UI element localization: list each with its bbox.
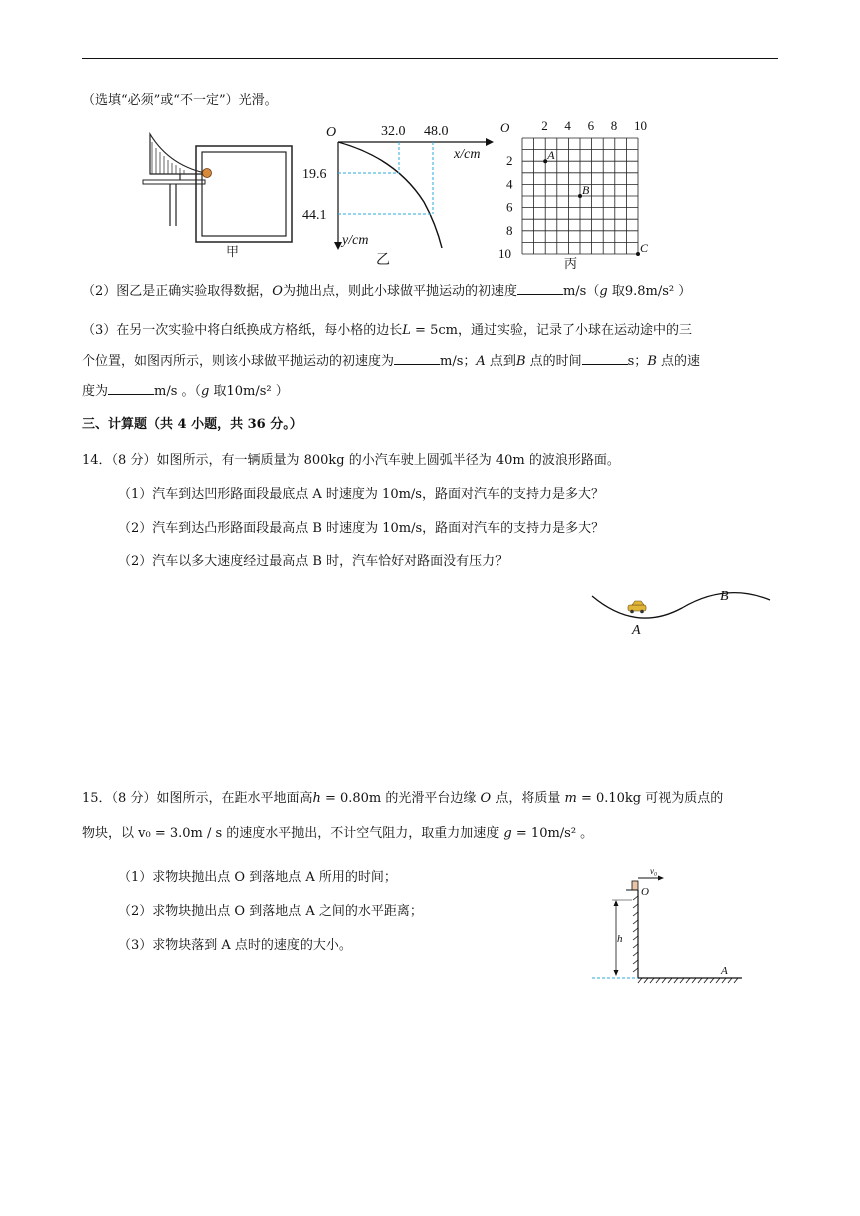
- ground-hatch-line: [692, 978, 696, 983]
- q13-fill-instruction: （选填“必须”或“不一定”）光滑。: [82, 93, 278, 108]
- figure-jia-caption: 甲: [226, 244, 240, 259]
- ground-hatch-line: [734, 978, 738, 983]
- figure-jia: [140, 122, 300, 262]
- ground-hatch-line: [644, 978, 648, 983]
- q14-stem: 14．（8 分）如图所示，有一辆质量为 800kg 的小汽车驶上圆弧半径为 40m 的波浪形路面。: [82, 453, 620, 468]
- answer-blank-ab-time[interactable]: [582, 352, 628, 365]
- figure-bing: [496, 114, 656, 274]
- q13-part2: （2）图乙是正确实验取得数据，O为抛出点，则此小球做平抛运动的初速度 m/s（g 取9.8m/s² ）: [82, 284, 692, 299]
- platform-o-label: O: [641, 886, 649, 898]
- ground-hatch-line: [662, 978, 666, 983]
- figure-yi-caption: 乙: [376, 253, 390, 268]
- ground-hatch-line: [686, 978, 690, 983]
- figure-bing-origin: O: [500, 120, 510, 135]
- figure-yi-ylabel: y/cm: [342, 233, 369, 248]
- ground-hatch-line: [698, 978, 702, 983]
- figure-yi-xtick-2: 48.0: [424, 124, 449, 139]
- figure-yi-ytick-2: 44.1: [302, 208, 327, 223]
- q15-sub3: （3）求物块落到 A 点时的速度的大小。: [118, 938, 352, 953]
- grid-y-tick: 2: [506, 153, 513, 169]
- platform-a-label: A: [721, 965, 728, 977]
- ground-hatch-line: [728, 978, 732, 983]
- figure-wavy-road: [586, 578, 776, 640]
- figure-yi-origin: O: [326, 125, 337, 140]
- ground-hatch-line: [668, 978, 672, 983]
- wavy-road-label-b: B: [720, 589, 729, 604]
- figure-yi: [296, 118, 496, 268]
- answer-blank-initial-speed[interactable]: [517, 282, 563, 295]
- grid-y-tick: 4: [506, 176, 513, 192]
- q13-part3-line3: 度为 m/s 。（g 取10m/s² ）: [82, 384, 289, 399]
- figure-yi-xlabel: x/cm: [454, 147, 481, 162]
- grid-x-tick: 10: [634, 118, 647, 133]
- wavy-road-label-a: A: [632, 623, 641, 638]
- ground-hatch-line: [722, 978, 726, 983]
- figure-yi-xtick-1: 32.0: [381, 124, 406, 139]
- q13-part3-line1: （3）在另一次实验中将白纸换成方格纸，每小格的边长L = 5cm，通过实验，记录了小球在运动途中的三: [82, 323, 692, 338]
- car-icon: [628, 601, 646, 613]
- ground-hatch-line: [716, 978, 720, 983]
- ground-hatch-line: [710, 978, 714, 983]
- grid-y-tick: 6: [506, 199, 513, 215]
- header-rule: [82, 58, 778, 59]
- grid-x-tick: 4: [564, 118, 571, 133]
- figure-platform: [588, 862, 748, 986]
- q13-part3-line2: 个位置，如图丙所示，则该小球做平抛运动的初速度为 m/s；A 点到B 点的时间 s；B 点的速: [82, 354, 701, 369]
- q15-stem-line1: 15．（8 分）如图所示，在距水平地面高h = 0.80m 的光滑平台边缘 O 点，将质量 m = 0.10kg 可视为质点的: [82, 791, 724, 806]
- grid-point-label: B: [582, 183, 590, 197]
- figure-bing-caption: 丙: [564, 256, 578, 271]
- figure-yi-ytick-1: 19.6: [302, 167, 327, 182]
- q15-sub1: （1）求物块抛出点 O 到落地点 A 所用的时间；: [118, 870, 397, 885]
- answer-blank-b-speed[interactable]: [108, 382, 154, 395]
- q14-sub3: （2）汽车以多大速度经过最高点 B 时，汽车恰好对路面没有压力？: [118, 554, 509, 569]
- grid-point-label: C: [640, 241, 649, 255]
- ground-hatch-line: [656, 978, 660, 983]
- ground-hatch-line: [674, 978, 678, 983]
- q15-stem-line2: 物块，以 v₀ = 3.0m / s 的速度水平抛出，不计空气阻力，取重力加速度 g = 10m/s² 。: [82, 826, 594, 841]
- q14-sub2: （2）汽车到达凸形路面段最高点 B 时速度为 10m/s，路面对汽车的支持力是多大？: [118, 521, 605, 536]
- platform-h-label: h: [617, 933, 623, 945]
- ground-hatch-line: [680, 978, 684, 983]
- q14-sub1: （1）汽车到达凹形路面段最底点 A 时速度为 10m/s，路面对汽车的支持力是多大？: [118, 487, 604, 502]
- q15-sub2: （2）求物块抛出点 O 到落地点 A 之间的水平距离；: [118, 904, 423, 919]
- grid-y-tick: 8: [506, 222, 513, 238]
- ground-hatch-line: [704, 978, 708, 983]
- answer-blank-grid-speed[interactable]: [394, 352, 440, 365]
- section-title: 三、计算题（共 4 小题，共 36 分。）: [82, 417, 303, 432]
- grid-point-label: A: [547, 148, 555, 163]
- grid-x-tick: 6: [587, 118, 595, 133]
- ground-hatch-line: [650, 978, 654, 983]
- platform-v0-label: v₀: [650, 866, 658, 876]
- grid-y-tick: 10: [498, 246, 511, 261]
- ground-hatch-line: [638, 978, 642, 983]
- grid-x-tick: 2: [541, 118, 548, 133]
- grid-x-tick: 8: [610, 118, 618, 133]
